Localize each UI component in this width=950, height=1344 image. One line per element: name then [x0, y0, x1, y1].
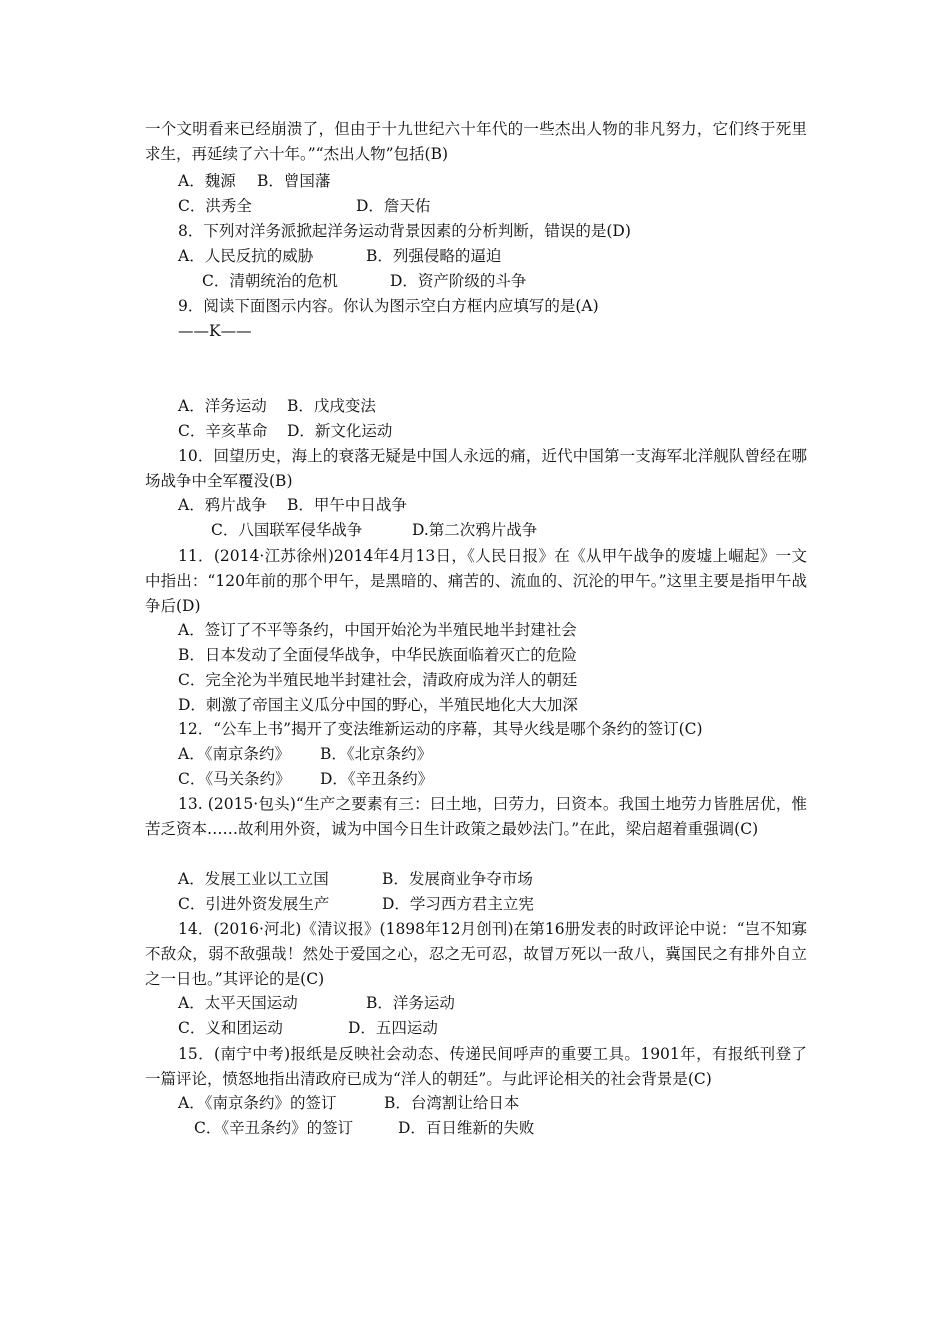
question-9-figure-caption: ——K—— [178, 322, 252, 340]
question-9-option-d: D．新文化运动 [287, 422, 393, 440]
question-14-option-d: D．五四运动 [348, 1019, 438, 1037]
question-11-option-a: A．签订了不平等条约，中国开始沦为半殖民地半封建社会 [178, 621, 577, 639]
question-13-option-a: A．发展工业以工立国 [178, 870, 329, 888]
question-10-option-d: D.第二次鸦片战争 [412, 521, 538, 539]
question-15-stem: 15．(南宁中考)报纸是反映社会动态、传递民间呼声的重要工具。1901年，有报纸刊登了一篇评论，愤怒地指出清政府已成为“洋人的朝廷”。与此评论相关的社会背景是(C) [145, 1045, 807, 1088]
question-15-option-c: C．《辛丑条约》的签订 [194, 1119, 354, 1137]
question-10-option-b: B．甲午中日战争 [287, 496, 407, 514]
question-14-option-b: B．洋务运动 [366, 994, 455, 1012]
question-7-option-c: C．洪秀全 [178, 197, 252, 215]
question-12-option-a: A．《南京条约》 [178, 745, 290, 763]
question-12-stem: 12．“公车上书”揭开了变法维新运动的序幕，其导火线是哪个条约的签订(C) [178, 720, 703, 738]
question-15-option-b: B．台湾割让给日本 [384, 1094, 520, 1112]
question-15-option-d: D．百日维新的失败 [398, 1119, 535, 1137]
question-7-option-a: A．魏源 [178, 172, 236, 190]
question-11-stem: 11．(2014·江苏徐州)2014年4月13日，《人民日报》在《从甲午战争的废墟上崛起》一文中指出：“120年前的那个甲午，是黑暗的、痛苦的、流血的、沉沦的甲午。”这里主要是指甲午战争后(D) [145, 547, 807, 615]
question-8-stem: 8．下列对洋务派掀起洋务运动背景因素的分析判断，错误的是(D) [178, 222, 631, 240]
question-12-option-c: C．《马关条约》 [178, 770, 291, 788]
question-11-option-d: D．刺激了帝国主义瓜分中国的野心，半殖民地化大大加深 [178, 696, 578, 714]
question-10-option-c: C．八国联军侵华战争 [211, 521, 363, 539]
question-9-option-c: C．辛亥革命 [178, 422, 268, 440]
question-14-option-a: A．太平天国运动 [178, 994, 298, 1012]
question-7-stem: 一个文明看来已经崩溃了，但由于十九世纪六十年代的一些杰出人物的非凡努力，它们终于死里求生，再延续了六十年。”“杰出人物”包括(B) [145, 120, 807, 163]
question-11-option-b: B．日本发动了全面侵华战争，中华民族面临着灭亡的危险 [178, 646, 577, 664]
question-12-option-d: D．《辛丑条约》 [320, 770, 434, 788]
question-13-option-c: C．引进外资发展生产 [178, 895, 330, 913]
question-7-option-d: D．詹天佑 [356, 197, 431, 215]
question-9-option-a: A．洋务运动 [178, 397, 267, 415]
question-10-stem: 10．回望历史，海上的衰落无疑是中国人永远的痛，近代中国第一支海军北洋舰队曾经在哪场战争中全军覆没(B) [145, 447, 807, 490]
question-8-option-b: B．列强侵略的逼迫 [366, 247, 502, 265]
question-13-stem: 13. (2015·包头)“生产之要素有三：曰土地，曰劳力，曰资本。我国土地劳力皆胜居优，惟苦乏资本……故利用外资，诚为中国今日生计政策之最妙法门。”在此，梁启超着重强调(C) [145, 795, 807, 838]
question-13-option-b: B．发展商业争夺市场 [382, 870, 533, 888]
question-8-option-d: D．资产阶级的斗争 [390, 272, 527, 290]
question-15-option-a: A．《南京条约》的签订 [178, 1094, 337, 1112]
question-7-option-b: B．曾国藩 [257, 172, 331, 190]
question-13-option-d: D．学习西方君主立宪 [382, 895, 534, 913]
question-9-option-b: B．戊戌变法 [287, 397, 376, 415]
question-8-option-a: A．人民反抗的威胁 [178, 247, 314, 265]
question-9-stem: 9．阅读下面图示内容。你认为图示空白方框内应填写的是(A) [178, 297, 599, 315]
question-12-option-b: B．《北京条约》 [320, 745, 433, 763]
question-11-option-c: C．完全沦为半殖民地半封建社会，清政府成为洋人的朝廷 [178, 671, 578, 689]
question-14-stem: 14．(2016·河北)《清议报》(1898年12月创刊)在第16册发表的时政评论中说：“岂不知寡不敌众，弱不敌强哉！然处于爱国之心，忍之无可忍，故冒万死以一敌八，冀国民之有排外自立之一日也。”其评论的是(C) [145, 920, 807, 988]
question-14-option-c: C．义和团运动 [178, 1019, 283, 1037]
question-8-option-c: C．清朝统治的危机 [202, 272, 338, 290]
question-10-option-a: A．鸦片战争 [178, 496, 267, 514]
